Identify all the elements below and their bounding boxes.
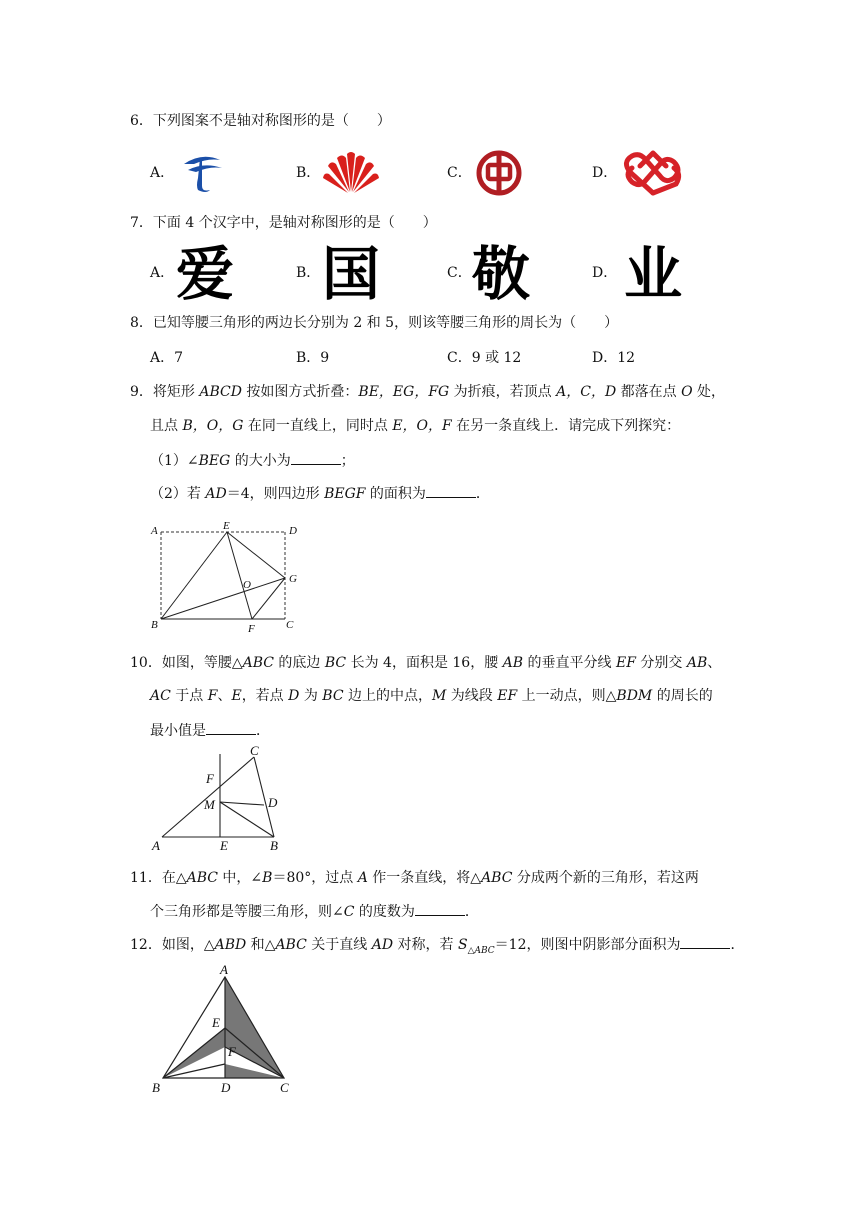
q10-label-c: C bbox=[250, 744, 259, 758]
q10-stem-line3: 最小值是 ． bbox=[150, 720, 270, 741]
q9-stem-line1: 9．将矩形 ABCD 按如图方式折叠：BE，EG，FG 为折痕，若顶点 A，C，D 都落在点 O 处， bbox=[130, 384, 726, 400]
q10-figure-isosceles-triangle bbox=[148, 744, 288, 856]
q11-answer-blank[interactable] bbox=[415, 901, 465, 916]
q6-option-a: A． bbox=[150, 165, 175, 181]
q9-sub2: （2）若 AD＝4，则四边形 BEGF 的面积为 ． bbox=[150, 483, 490, 504]
q6-option-d: D． bbox=[592, 165, 618, 181]
china-telecom-logo bbox=[178, 148, 226, 196]
q12-label-b: B bbox=[152, 1080, 160, 1095]
q7-char-guo: 国 bbox=[322, 240, 381, 308]
q8-option-c: C．9 或 12 bbox=[447, 350, 522, 366]
q9-label-d: D bbox=[289, 525, 297, 537]
q8-option-b: B．9 bbox=[296, 350, 330, 366]
q6-option-b: B． bbox=[296, 165, 321, 181]
q9-label-b: B bbox=[151, 619, 158, 631]
q12-label-d: D bbox=[221, 1080, 231, 1095]
q12-answer-blank[interactable] bbox=[680, 934, 730, 949]
q10-label-m: M bbox=[204, 797, 215, 812]
q12-stem: 12．如图，△ABD 和△ABC 关于直线 AD 对称，若 $S_{\triangle ABC}=12$，则图中阴影部分面积为 ． bbox=[130, 934, 744, 961]
q10-label-e: E bbox=[220, 838, 228, 853]
q9-stem-line2: 且点 B，O，G 在同一直线上，同时点 E，O，F 在另一条直线上．请完成下列探究： bbox=[150, 418, 681, 434]
q12-label-a: A bbox=[220, 962, 228, 977]
q10-label-f: F bbox=[206, 771, 214, 786]
q9-sub1: （1）∠BEG 的大小为 ； bbox=[150, 450, 355, 471]
q10-stem-line1: 10．如图，等腰△ABC 的底边 BC 长为 4，面积是 16，腰 AB 的垂直平分线 EF 分别交 AB、 bbox=[130, 655, 722, 671]
q7-option-d: D． bbox=[592, 265, 618, 281]
q12-figure-symmetric-triangles bbox=[148, 960, 298, 1098]
q8-option-a: A．7 bbox=[150, 350, 184, 366]
q6-stem: 6．下列图案不是轴对称图形的是（ ） bbox=[130, 113, 391, 129]
q11-stem-line2: 个三角形都是等腰三角形，则∠C 的度数为 ． bbox=[150, 901, 479, 922]
q9-label-c: C bbox=[286, 619, 294, 631]
q9-label-e: E bbox=[223, 520, 230, 532]
q8-stem: 8．已知等腰三角形的两边长分别为 2 和 5，则该等腰三角形的周长为（ ） bbox=[130, 315, 619, 331]
q7-char-ye: 业 bbox=[624, 240, 683, 308]
q7-char-ai: 爱 bbox=[176, 240, 235, 308]
q8-option-d: D．12 bbox=[592, 350, 636, 366]
q9-label-o: O bbox=[243, 579, 251, 591]
q10-label-d: D bbox=[268, 795, 278, 810]
q10-answer-blank[interactable] bbox=[206, 720, 256, 735]
q7-char-jing: 敬 bbox=[472, 240, 531, 308]
huawei-logo bbox=[320, 148, 382, 196]
q6-option-c: C． bbox=[447, 165, 472, 181]
q10-stem-line2: AC 于点 F、E，若点 D 为 BC 边上的中点，M 为线段 EF 上一动点，则△BDM 的周长的 bbox=[150, 688, 713, 704]
q9-label-a: A bbox=[151, 525, 158, 537]
q10-label-b: B bbox=[270, 838, 278, 853]
q9-sub1-answer-blank[interactable] bbox=[291, 450, 341, 465]
q9-figure-folded-rectangle bbox=[148, 518, 308, 636]
q7-stem: 7．下面 4 个汉字中，是轴对称图形的是（ ） bbox=[130, 215, 437, 231]
q7-option-b: B． bbox=[296, 265, 321, 281]
q10-label-a: A bbox=[152, 838, 160, 853]
q11-stem-line1: 11．在△ABC 中，∠B＝80°，过点 A 作一条直线，将△ABC 分成两个新的三角形，若这两 bbox=[130, 870, 699, 886]
q7-option-a: A． bbox=[150, 265, 175, 281]
q12-label-c: C bbox=[280, 1080, 289, 1095]
bank-of-china-logo bbox=[474, 148, 524, 198]
q9-label-f: F bbox=[248, 623, 255, 635]
q9-label-g: G bbox=[289, 573, 297, 585]
q7-option-c: C． bbox=[447, 265, 472, 281]
q12-label-e: E bbox=[212, 1015, 220, 1030]
q12-label-f: F bbox=[228, 1044, 236, 1059]
china-unicom-logo bbox=[618, 148, 688, 198]
q9-sub2-answer-blank[interactable] bbox=[426, 483, 476, 498]
